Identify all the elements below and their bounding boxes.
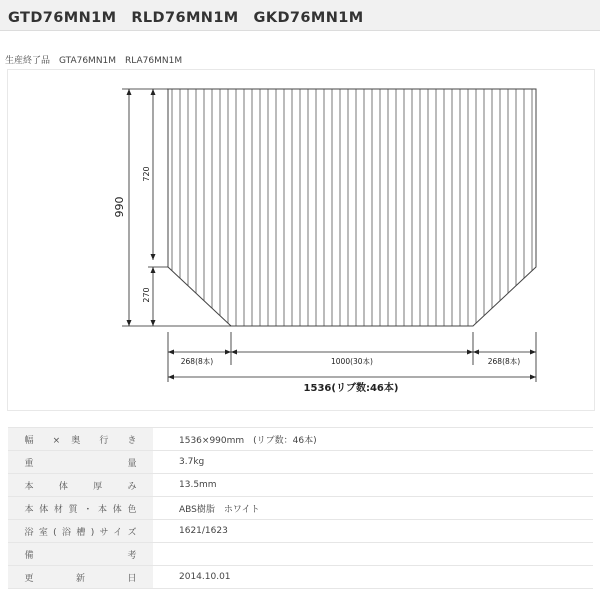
spec-label: 更 新 日 [24, 573, 137, 584]
discontinued-note: 生産終了品 GTA76MN1M RLA76MN1M [5, 56, 183, 66]
spec-value: 1621/1623 [153, 520, 593, 543]
rib-lines [172, 89, 532, 326]
spec-label-cell [8, 566, 153, 589]
spec-value: 2014.10.01 [153, 566, 593, 589]
dim-right-bottom: 268(8本) [487, 357, 521, 366]
dim-total-height: 990 [113, 196, 126, 218]
spec-row [8, 474, 593, 497]
page-title: GTD76MN1M RLD76MN1M GKD76MN1M [8, 10, 364, 26]
diagram-box [7, 69, 595, 411]
spec-value: ABS樹脂 ホワイト [153, 497, 593, 520]
dim-total-width: 1536(リブ数:46本) [303, 383, 399, 394]
spec-row [8, 566, 593, 589]
dim-center-bottom: 1000(30本) [331, 357, 373, 366]
spec-table [8, 427, 593, 589]
spec-label: 浴室(浴槽)サイズ [24, 527, 137, 538]
header-bar [0, 0, 600, 31]
spec-row [8, 520, 593, 543]
dim-lower-height: 270 [142, 287, 151, 303]
spec-label: 幅 × 奥 行 き [24, 435, 137, 446]
spec-label-cell [8, 451, 153, 474]
spec-row [8, 428, 593, 451]
dim-left-bottom: 268(8本) [180, 357, 214, 366]
dimension-lines [122, 89, 536, 382]
spec-label-cell [8, 543, 153, 566]
spec-label: 重 量 [24, 458, 137, 469]
spec-label-cell [8, 474, 153, 497]
spec-value: 1536×990mm (リブ数：46本) [153, 428, 593, 451]
spec-label-cell [8, 520, 153, 543]
spec-row [8, 543, 593, 566]
dim-upper-height: 720 [142, 166, 151, 182]
spec-value: 13.5mm [153, 474, 593, 497]
spec-value: 3.7kg [153, 451, 593, 474]
spec-label-cell [8, 428, 153, 451]
bath-cover-diagram [8, 70, 594, 410]
spec-label: 備 考 [24, 550, 137, 561]
cover-outline [168, 89, 536, 326]
spec-row [8, 451, 593, 474]
spec-value [153, 543, 593, 566]
spec-label-cell [8, 497, 153, 520]
spec-label: 本体材質・本体色 [24, 504, 137, 515]
spec-label: 本 体 厚 み [24, 481, 137, 492]
spec-row [8, 497, 593, 520]
